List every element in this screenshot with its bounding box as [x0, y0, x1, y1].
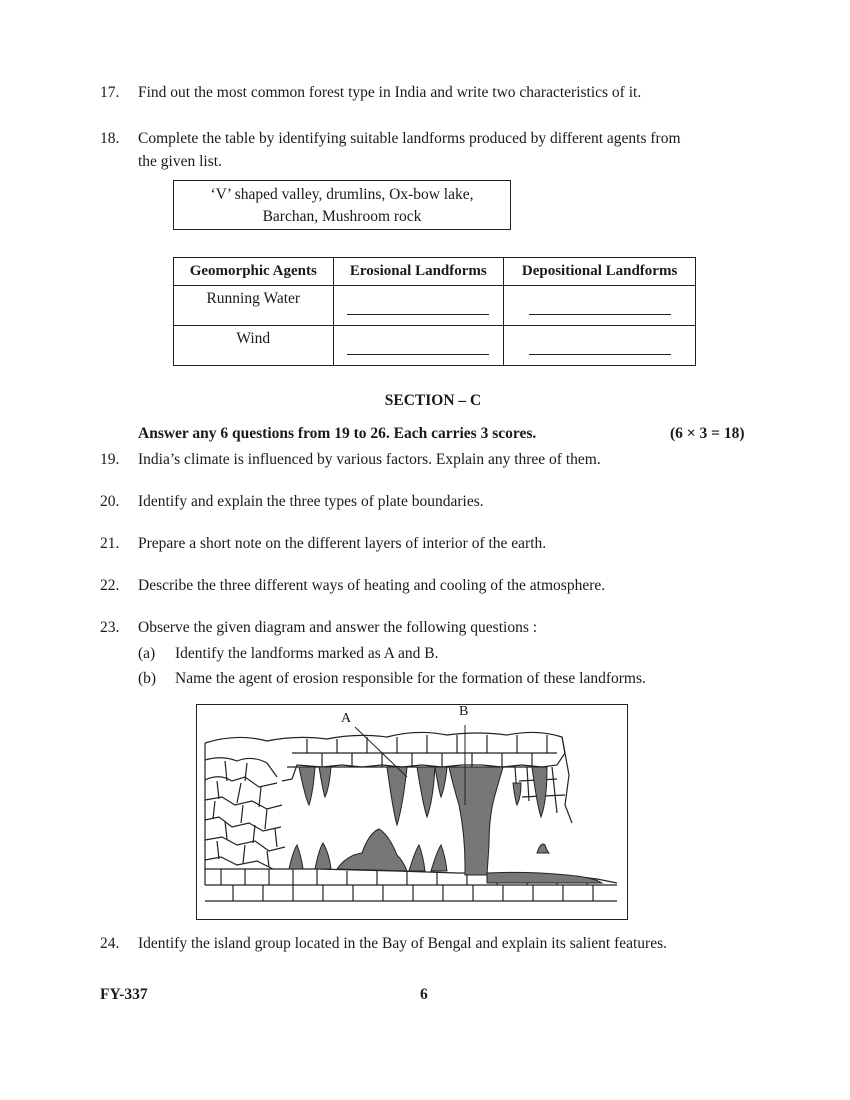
subpart-label: (a) — [138, 645, 156, 662]
question-number: 19. — [100, 451, 120, 468]
page-number: 6 — [420, 986, 428, 1003]
subpart-text: Identify the landforms marked as A and B. — [175, 645, 439, 662]
question-text: Identify and explain the three types of plate boundaries. — [138, 493, 484, 510]
answer-blank — [347, 296, 489, 315]
word-list-line: ‘V’ shaped valley, drumlins, Ox-bow lake, — [210, 186, 474, 203]
answer-blank — [347, 336, 489, 355]
paper-code: FY-337 — [100, 986, 148, 1003]
column-header: Erosional Landforms — [333, 258, 504, 286]
diagram-label-b: B — [459, 704, 469, 719]
table-header-row — [174, 258, 696, 286]
question-text-continued: the given list. — [138, 153, 222, 170]
agent-cell: Wind — [174, 326, 334, 366]
question-text: India’s climate is influenced by various factors. Explain any three of them. — [138, 451, 601, 468]
question-number: 22. — [100, 577, 120, 594]
section-marks: (6 × 3 = 18) — [670, 425, 745, 442]
diagram-label-a: A — [341, 711, 352, 726]
question-number: 18. — [100, 130, 120, 147]
answer-blank — [529, 336, 671, 355]
question-text: Observe the given diagram and answer the following questions : — [138, 619, 538, 636]
answer-blank-cell — [504, 326, 696, 366]
question-number: 24. — [100, 935, 120, 952]
question-text: Describe the three different ways of heating and cooling of the atmosphere. — [138, 577, 606, 594]
word-list-line: Barchan, Mushroom rock — [262, 208, 422, 225]
landform-table — [173, 257, 696, 366]
question-text: Prepare a short note on the different layers of interior of the earth. — [138, 535, 547, 552]
cave-diagram — [196, 704, 628, 920]
question-text: Identify the island group located in the Bay of Bengal and explain its salient features. — [138, 935, 667, 952]
column-header: Geomorphic Agents — [174, 258, 334, 286]
word-list-box — [173, 180, 511, 230]
table-row — [174, 326, 696, 366]
subpart-label: (b) — [138, 670, 157, 687]
question-number: 17. — [100, 84, 120, 101]
question-text: Find out the most common forest type in India and write two characteristics of it. — [138, 84, 642, 101]
question-number: 23. — [100, 619, 120, 636]
question-number: 20. — [100, 493, 120, 510]
answer-blank-cell — [504, 286, 696, 326]
agent-cell: Running Water — [174, 286, 334, 326]
answer-blank-cell — [333, 326, 504, 366]
table-row — [174, 286, 696, 326]
section-instruction: Answer any 6 questions from 19 to 26. Each carries 3 scores. — [138, 425, 537, 442]
question-text: Complete the table by identifying suitable landforms produced by different agents from — [138, 130, 681, 147]
subpart-text: Name the agent of erosion responsible for the formation of these landforms. — [175, 670, 646, 687]
column-header: Depositional Landforms — [504, 258, 696, 286]
answer-blank — [529, 296, 671, 315]
section-title: SECTION – C — [384, 392, 482, 409]
question-number: 21. — [100, 535, 120, 552]
answer-blank-cell — [333, 286, 504, 326]
cave-illustration — [197, 705, 626, 918]
